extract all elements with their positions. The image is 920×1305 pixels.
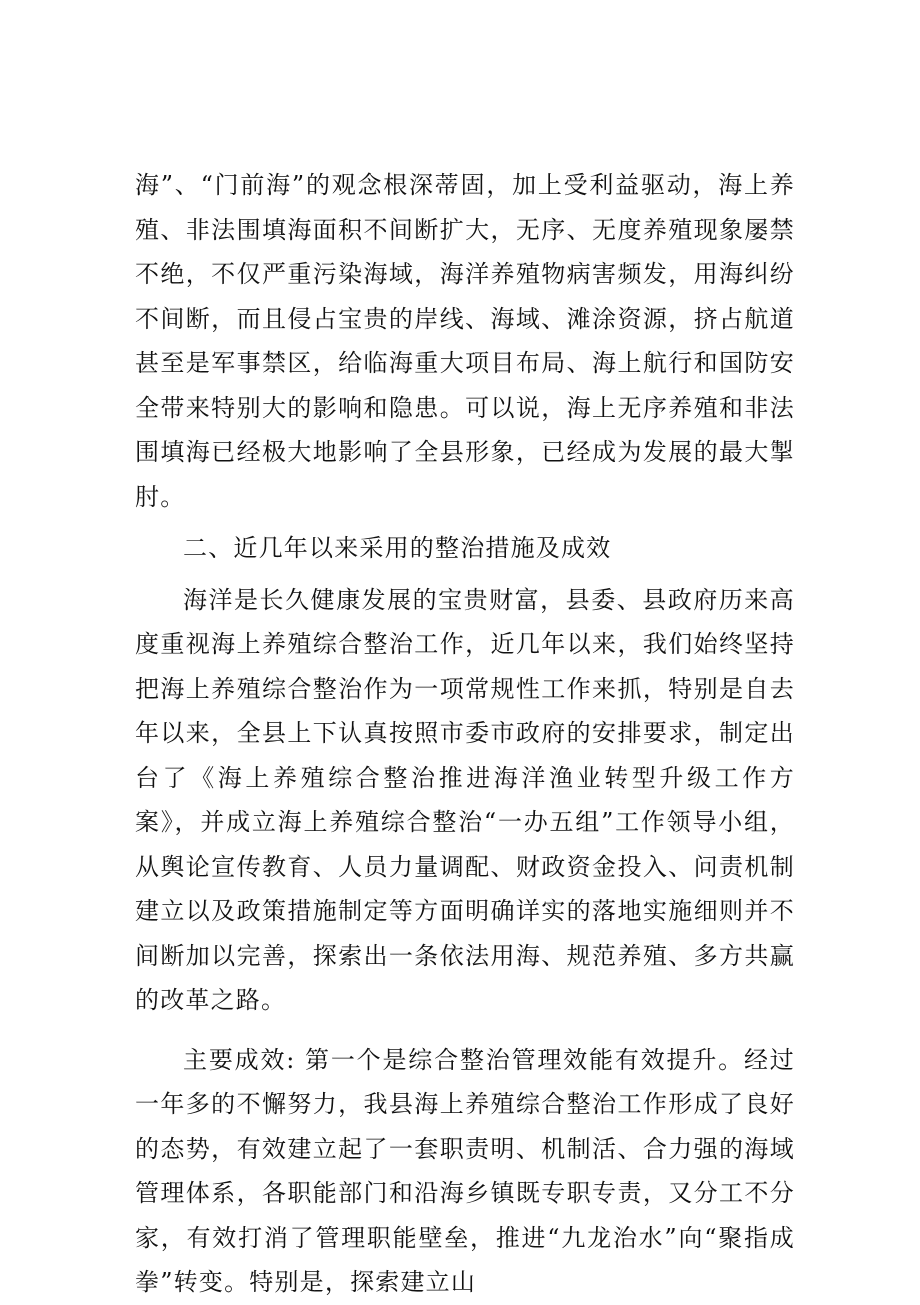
paragraph-continuation: 海”、“门前海”的观念根深蒂固，加上受利益驱动，海上养殖、非法围填海面积不间断扩大，无序、无度养殖现象屡禁不绝，不仅严重污染海域，海洋养殖物病害频发，用海纠纷不间断，而且侵占宝贵的岸线、海域、滩涂资源，挤占航道甚至是军事禁区，给临海重大项目布局、海上航行和国防安全带来特别大的影响和隐患。可以说，海上无序养殖和非法围填海已经极大地影响了全县形象，已经成为发展的最大掣肘。 [135, 171, 795, 511]
paragraph-results: 主要成效: 第一个是综合整治管理效能有效提升。经过一年多的不懈努力，我县海上养殖综合整治工作形成了良好的态势，有效建立起了一套职责明、机制活、合力强的海域管理体系，各职能部门和沿海乡镇既专职专责，又分工不分家，有效打消了管理职能壁垒，推进“九龙治水”向“聚指成拳”转变。特别是，探索建立山 [135, 1045, 795, 1296]
document-body [135, 163, 795, 1305]
paragraph-measures: 海洋是长久健康发展的宝贵财富，县委、县政府历来高度重视海上养殖综合整治工作，近几年以来，我们始终坚持把海上养殖综合整治作为一项常规性工作来抓，特别是自去年以来，全县上下认真按照市委市政府的安排要求，制定出台了《海上养殖综合整治推进海洋渔业转型升级工作方案》，并成立海上养殖综合整治“一办五组”工作领导小组，从舆论宣传教育、人员力量调配、财政资金投入、问责机制建立以及政策措施制定等方面明确详实的落地实施细则并不间断加以完善，探索出一条依法用海、规范养殖、多方共赢的改革之路。 [135, 585, 795, 1014]
section-heading: 二、近几年以来采用的整治措施及成效 [183, 534, 612, 562]
